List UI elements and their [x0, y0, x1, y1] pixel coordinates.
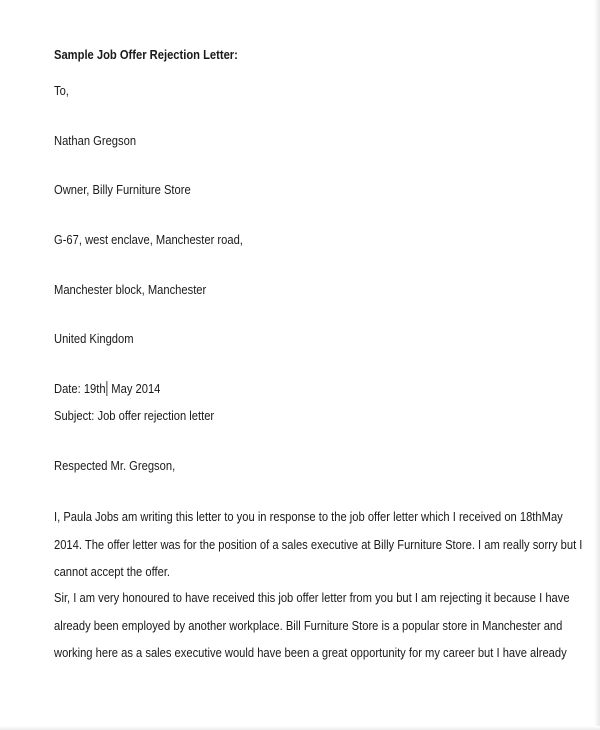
body-line: Sir, I am very honoured to have received this job offer letter from you but I am rejecting it because I have — [54, 590, 570, 605]
body-line: I, Paula Jobs am writing this letter to you in response to the job offer letter which I received on 18thMay — [54, 509, 563, 524]
page-edge-shadow — [594, 0, 600, 730]
body-line: cannot accept the offer. — [54, 564, 171, 579]
body-line: already been employed by another workplace. Bill Furniture Store is a popular store in Manchester and — [54, 618, 563, 633]
letter-subject: Subject: Job offer rejection letter — [54, 408, 215, 423]
recipient-name: Nathan Gregson — [54, 133, 137, 148]
letter-title: Sample Job Offer Rejection Letter: — [54, 47, 238, 62]
salutation-to: To, — [54, 83, 69, 98]
date-prefix: Date: 19th — [54, 381, 106, 396]
page-bottom-shadow — [0, 726, 600, 730]
address-line-1: G-67, west enclave, Manchester road, — [54, 232, 243, 247]
body-line: working here as a sales executive would have been a great opportunity for my career but I have already — [54, 645, 567, 660]
letter-date — [54, 381, 160, 397]
recipient-title: Owner, Billy Furniture Store — [54, 182, 191, 197]
body-line: 2014. The offer letter was for the position of a sales executive at Billy Furniture Store. I am really sorry but I — [54, 537, 583, 552]
address-line-2: Manchester block, Manchester — [54, 282, 207, 297]
letter-greeting: Respected Mr. Gregson, — [54, 458, 176, 473]
date-suffix: May 2014 — [108, 381, 161, 396]
address-country: United Kingdom — [54, 331, 134, 346]
